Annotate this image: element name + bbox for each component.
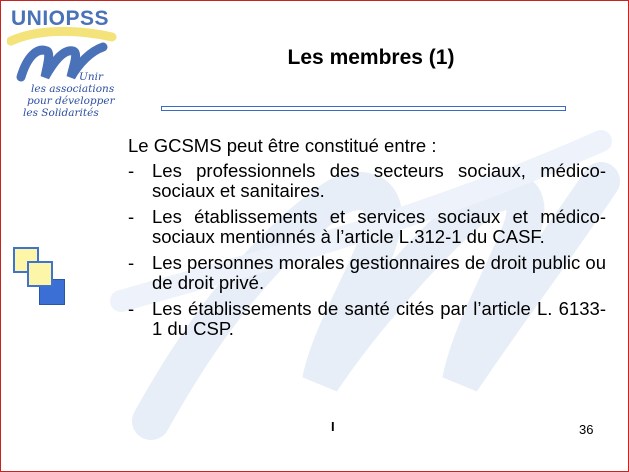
title-underline-bar: [161, 106, 566, 111]
logo-tagline: [9, 71, 119, 119]
bullet-dash: -: [128, 160, 135, 181]
bullet-item: [128, 299, 606, 339]
decorative-squares: [9, 243, 71, 313]
footer-mark: I: [331, 419, 335, 434]
logo-tagline-line: Unir: [79, 71, 103, 83]
bullet-item: [128, 207, 606, 247]
bullet-list: [128, 161, 606, 339]
bullet-text: Les personnes morales gestionnaires de droit public ou de droit privé.: [152, 252, 606, 293]
bullet-text: Les professionnels des secteurs sociaux, médico-sociaux et sanitaires.: [152, 160, 606, 201]
bullet-dash: -: [128, 252, 135, 273]
intro-text: Le GCSMS peut être constitué entre :: [128, 135, 437, 156]
square-yellow-2: [27, 261, 53, 287]
bullet-dash: -: [128, 206, 135, 227]
slide-title: Les membres (1): [287, 46, 455, 69]
logo-tagline-line: les Solidarités: [23, 107, 99, 119]
logo-tagline-line: pour développer: [27, 95, 115, 107]
bullet-dash: -: [128, 298, 135, 319]
logo-tagline-line: les associations: [31, 83, 115, 95]
slide-body: [128, 136, 606, 345]
logo-brand-text: UNIOPSS: [11, 7, 110, 30]
page-number: 36: [579, 422, 594, 437]
bullet-item: [128, 161, 606, 201]
bullet-item: [128, 253, 606, 293]
bullet-text: Les établissements et services sociaux et médico-sociaux mentionnés à l’article L.312-1 du CASF.: [152, 206, 606, 247]
uniopss-logo: [7, 7, 117, 157]
bullet-text: Les établissements de santé cités par l’article L. 6133-1 du CSP.: [152, 298, 606, 339]
